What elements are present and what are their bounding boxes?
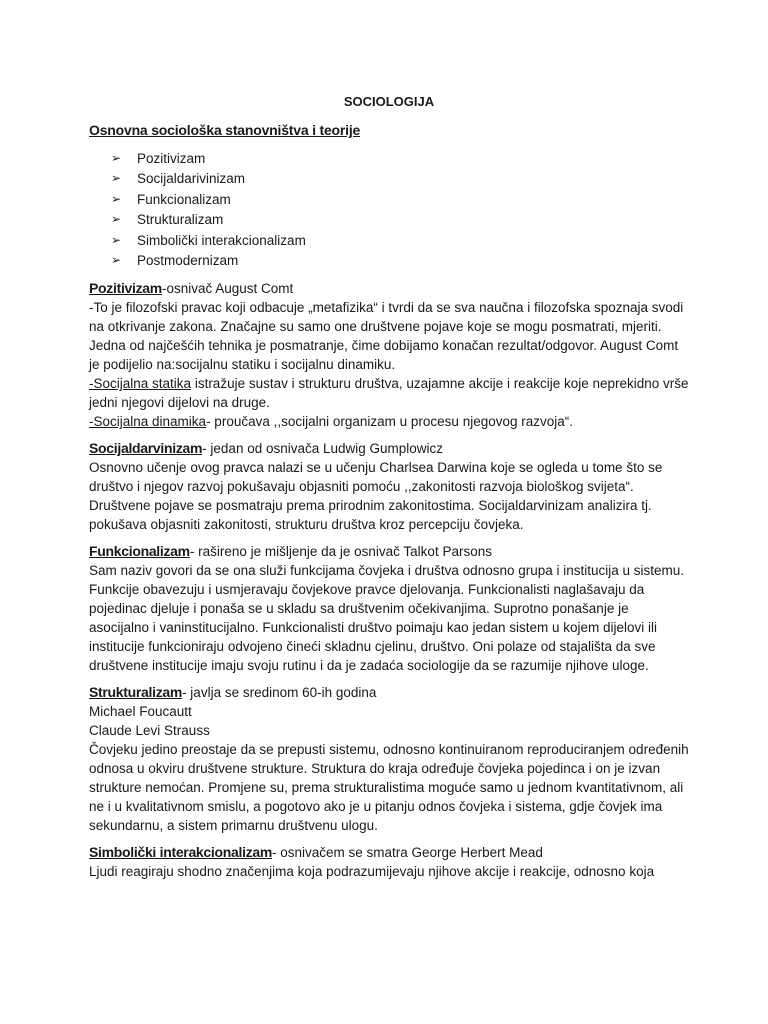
theories-list: [89, 148, 689, 271]
dinamika-term: -Socijalna dinamika: [89, 414, 207, 429]
section-simbolicki-interakcionalizam: [89, 843, 689, 881]
section-heading: [89, 843, 689, 862]
statika-paragraph: [89, 374, 689, 412]
arrow-bullet-icon: ➢: [111, 232, 122, 247]
document-title: SOCIOLOGIJA: [343, 94, 435, 109]
section-heading-rest: - javlja se sredinom 60-ih godina: [182, 685, 377, 700]
document-subtitle: Osnovna sociološka stanovništva i teorije: [89, 122, 361, 138]
section-term: Simbolički interakcionalizam: [89, 844, 272, 860]
list-item: ➢ Pozitivizam: [111, 150, 206, 166]
arrow-bullet-icon: ➢: [111, 150, 122, 165]
list-item: ➢ Simbolički interakcionalizam: [111, 232, 306, 248]
dinamika-paragraph: [89, 412, 689, 431]
section-heading-rest: - osnivačem se smatra George Herbert Mead: [272, 845, 543, 860]
document-page: [89, 90, 689, 889]
author-name: Claude Levi Strauss: [89, 723, 210, 738]
arrow-bullet-icon: ➢: [111, 171, 122, 186]
list-item: ➢ Funkcionalizam: [111, 191, 231, 207]
section-heading-rest: - rašireno je mišljenje da je osnivač Talkot Parsons: [189, 544, 492, 559]
arrow-bullet-icon: ➢: [111, 253, 122, 268]
section-heading: [89, 279, 689, 298]
section-term: Socijaldarvinizam: [89, 440, 203, 456]
section-body: Čovjeku jedino preostaje da se prepusti sistemu, odnosno kontinuiranom reproduciranjem određenih odnosa u okviru društvene strukture. Struktura do kraja određuje čovjeka pojedinca i on je izvan strukture nemoćan. Promjene su, prema strukturalistima moguće samo u jednom kvantitativnom, ali ne i u kvalitativnom smislu, a pogotovo ako je u pitanju odnos čovjeka i sistema, gdje čovjek ima sekundarnu, a sistem primarnu društvenu ulogu.: [89, 742, 689, 833]
section-term: Strukturalizam: [89, 684, 183, 700]
list-item: ➢ Postmodernizam: [111, 253, 239, 269]
author-name: Michael Foucautt: [89, 704, 192, 719]
list-item: ➢ Socijaldarivinizam: [111, 171, 246, 187]
section-body: Ljudi reagiraju shodno značenjima koja podrazumijevaju njihove akcije i reakcije, odnosno koja: [89, 864, 655, 879]
section-heading-rest: - jedan od osnivača Ludwig Gumplowicz: [202, 441, 444, 456]
section-socijaldarvinizam: [89, 439, 689, 534]
section-pozitivizam: [89, 279, 689, 431]
section-body: Sam naziv govori da se ona služi funkcijama čovjeka i društva odnosno grupa i institucija u sistemu. Funkcije obavezuju i usmjeravaju čovjekove pravce djelovanja. Funkcionalisti naglašavaju da pojedinac djeluje i ponaša se u skladu sa društvenim očekivanjima. Suprotno ponašanje je asocijalno i vaninstitucijalno. Funkcionalisti društvo poimaju kao jedan sistem u kojem dijelovi ili institucije funkcioniraju odvojeno čineći skladnu cjelinu, društvo. Oni polaze od stajališta da sve društvene institucije imaju svoju rutinu i da je zadaća sociologije da se razumije njihove uloge.: [89, 563, 685, 673]
section-term: Funkcionalizam: [89, 543, 190, 559]
list-item: ➢ Strukturalizam: [111, 212, 224, 228]
section-body: -To je filozofski pravac koji odbacuje „metafizika“ i tvrdi da se sva naučna i filozofska spoznaja svodi na otkrivanje zakona. Značajne su samo one društvene pojave koje se mogu posmatrati, mjeriti. Jedna od najčešćih tehnika je posmatranje, čime dobijamo konačan rezultat/odgovor. August Comt je podijelio na:socijalnu statiku i socijalnu dinamiku.: [89, 300, 684, 372]
section-strukturalizam: [89, 683, 689, 835]
arrow-bullet-icon: ➢: [111, 212, 122, 227]
section-body: Osnovno učenje ovog pravca nalazi se u učenju Charlsea Darwina koje se ogleda u tome što se društvo i njegov razvoj pokušavaju objasniti pomoću ,,zakonitosti razvoja biološkog svijeta“. Društvene pojave se posmatraju prema prirodnim zakonitostima. Socijaldarvinizam analizira tj. pokušava objasniti zakonitosti, strukturu društva kroz percepciju čovjeka.: [89, 460, 663, 532]
section-heading: [89, 439, 689, 458]
dinamika-text: - proučava ,,socijalni organizam u procesu njegovog razvoja“.: [206, 414, 574, 429]
statika-text: istražuje sustav i strukturu društva, uzajamne akcije i reakcije koje neprekidno vrše jedni njegovi dijelovi na druge.: [89, 376, 689, 410]
section-heading-rest: -osnivač August Comt: [161, 281, 294, 296]
section-heading: [89, 542, 689, 561]
section-heading: [89, 683, 689, 702]
arrow-bullet-icon: ➢: [111, 191, 122, 206]
statika-term: -Socijalna statika: [89, 376, 192, 391]
section-funkcionalizam: [89, 542, 689, 675]
section-term: Pozitivizam: [89, 280, 162, 296]
